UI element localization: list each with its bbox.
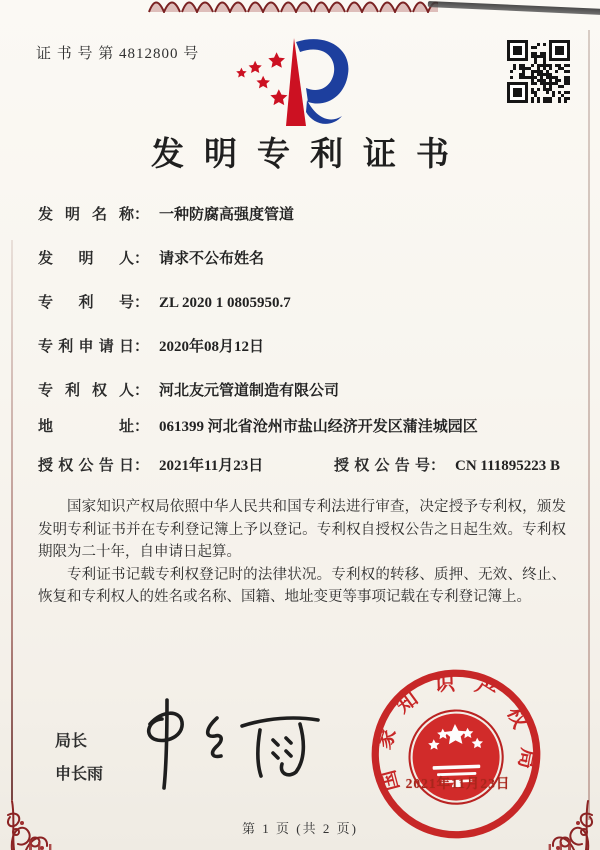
colon: ： (134, 295, 150, 311)
field-label-filing-date: 专利申请日 (38, 339, 134, 355)
field-label-invention-name: 发明名称 (38, 207, 134, 223)
field-group-grant-number (334, 455, 560, 477)
field-value-patent-number: ZL 2020 1 0805950.7 (159, 295, 291, 311)
top-border-ornament (148, 0, 438, 13)
qr-code-icon (507, 40, 570, 103)
scan-edge-artifact (428, 1, 600, 15)
legal-paragraph-2: 专利证书记载专利权登记时的法律状况。专利权的转移、质押、无效、终止、恢复和专利权人的姓名或名称、国籍、地址变更等事项记载在专利登记簿上。 (38, 566, 566, 605)
field-row-patent-number (38, 292, 568, 314)
legal-text-section (38, 496, 566, 609)
colon: ： (134, 383, 150, 399)
field-row-address (38, 416, 568, 438)
field-value-grant-date: 2021年11月23日 (159, 458, 264, 474)
field-label-grant-date: 授权公告日 (38, 458, 134, 474)
field-value-address: 061399 河北省沧州市盐山经济开发区蒲洼城园区 (159, 419, 478, 435)
seal-text: 国家知识产权局 (372, 672, 540, 794)
corner-ornament-left (2, 755, 74, 850)
seal-date: 2021年11月23日 (405, 776, 511, 791)
field-value-grant-number: CN 111895223 B (455, 458, 561, 474)
colon: ： (134, 207, 150, 223)
colon: ： (134, 339, 150, 355)
field-label-patentee: 专利权人 (38, 383, 134, 399)
director-signature-icon (122, 692, 337, 802)
cnipa-patent-logo-icon (230, 34, 362, 139)
field-label-patent-number: 专利号 (38, 295, 134, 311)
certificate-title: 发明专利证书 (151, 137, 469, 173)
field-label-address: 地址 (38, 419, 134, 435)
fields-section (38, 204, 568, 499)
corner-ornament-right (526, 755, 598, 850)
field-value-inventor: 请求不公布姓名 (159, 251, 265, 267)
director-name: 申长雨 (55, 766, 104, 783)
field-row-patentee (38, 380, 568, 402)
colon: ： (134, 419, 150, 435)
field-value-filing-date: 2020年08月12日 (159, 339, 265, 355)
field-label-grant-number: 授权公告号 (334, 458, 430, 474)
field-row-inventor (38, 248, 568, 270)
page-number: 第 1 页 (共 2 页) (242, 821, 358, 836)
field-value-invention-name: 一种防腐高强度管道 (159, 207, 295, 223)
field-row-invention-name (38, 204, 568, 226)
colon: ： (430, 458, 446, 474)
field-row-filing-date (38, 336, 568, 358)
field-label-inventor: 发明人 (38, 251, 134, 267)
director-title: 局长 (55, 733, 88, 750)
colon: ： (134, 251, 150, 267)
colon: ： (134, 458, 150, 474)
field-value-patentee: 河北友元管道制造有限公司 (159, 383, 340, 399)
field-row-grant-date (38, 455, 568, 477)
page-fold-line-left (11, 240, 13, 800)
certificate-number: 证 书 号 第 4812800 号 (36, 46, 200, 62)
legal-paragraph-1: 国家知识产权局依照中华人民共和国专利法进行审查，决定授予专利权，颁发发明专利证书并在专利登记簿上予以登记。专利权自授权公告之日起生效。专利权期限为二十年，自申请日起算。 (38, 499, 566, 560)
